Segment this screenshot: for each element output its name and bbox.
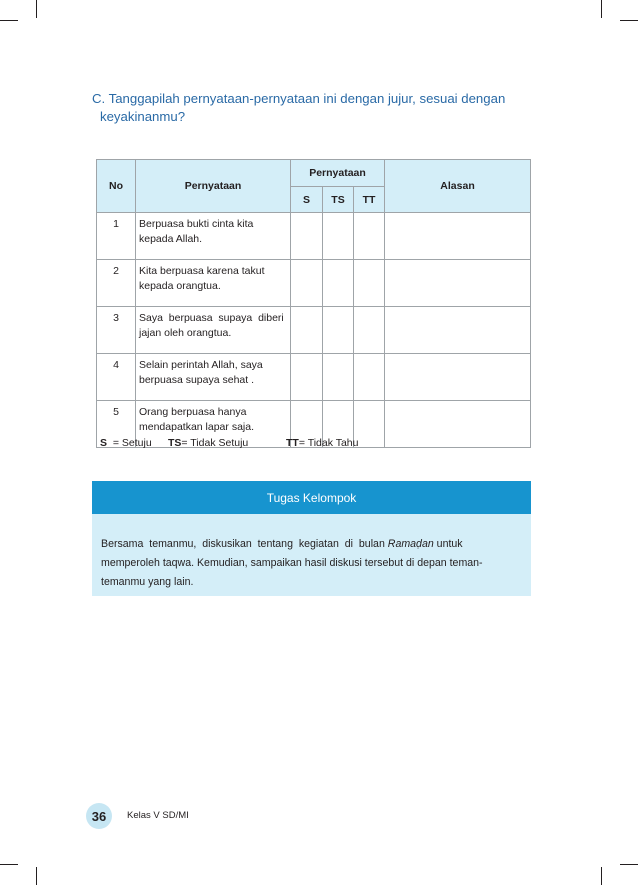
answer-cell-ts[interactable] (323, 260, 354, 307)
header-pernyataan-group: Pernyataan (291, 160, 385, 187)
row-number: 4 (97, 354, 136, 401)
row-number: 1 (97, 213, 136, 260)
statement-line: mendapatkan lapar saja. (139, 421, 254, 433)
row-number: 3 (97, 307, 136, 354)
crop-mark (620, 20, 638, 21)
legend-ts-text: = Tidak Setuju (181, 437, 249, 449)
book-label: Kelas V SD/MI (127, 810, 189, 821)
statement-line: berpuasa supaya sehat . (139, 374, 254, 386)
answer-cell-s[interactable] (291, 213, 323, 260)
reason-cell[interactable] (385, 307, 531, 354)
answer-cell-s[interactable] (291, 260, 323, 307)
section-heading-line1: C. Tanggapilah pernyataan-pernyataan ini dengan jujur, sesuai dengan (92, 91, 506, 106)
legend-ts-key: TS (168, 437, 182, 449)
statement-line: kepada orangtua. (139, 280, 221, 292)
legend-s-key: S (100, 437, 108, 449)
legend-s (100, 437, 152, 449)
row-number: 2 (97, 260, 136, 307)
crop-mark (601, 0, 602, 18)
row-number: 5 (97, 401, 136, 448)
task-line1-post: untuk (433, 538, 463, 550)
legend-tt-text: = Tidak Tahu (298, 437, 359, 449)
statement-line: Saya berpuasa supaya diberi (139, 312, 284, 324)
header-tt: TT (354, 187, 385, 213)
task-body (92, 514, 531, 596)
statement-line: jajan oleh orangtua. (139, 327, 232, 339)
crop-mark (620, 864, 638, 865)
reason-cell[interactable] (385, 260, 531, 307)
answer-cell-tt[interactable] (354, 213, 385, 260)
task-line1-pre: Bersama temanmu, diskusikan tentang kegiatan di bulan (101, 538, 388, 550)
reason-cell[interactable] (385, 354, 531, 401)
answer-cell-s[interactable] (291, 307, 323, 354)
task-line3: temanmu yang lain. (101, 576, 194, 588)
row-statement (136, 213, 291, 260)
reason-cell[interactable] (385, 213, 531, 260)
section-heading-line2: keyakinanmu? (100, 109, 186, 124)
row-statement (136, 354, 291, 401)
header-no: No (97, 160, 136, 213)
answer-cell-tt[interactable] (354, 354, 385, 401)
header-ts: TS (323, 187, 354, 213)
answer-cell-tt[interactable] (354, 260, 385, 307)
legend-ts (168, 437, 248, 449)
statement-line: Orang berpuasa hanya (139, 406, 247, 418)
table-row (97, 213, 531, 260)
answer-cell-ts[interactable] (323, 307, 354, 354)
reason-cell[interactable] (385, 401, 531, 448)
header-pernyataan: Pernyataan (136, 160, 291, 213)
table-row (97, 354, 531, 401)
statement-line: Selain perintah Allah, saya (139, 359, 263, 371)
header-alasan: Alasan (385, 160, 531, 213)
legend-tt-key: TT (286, 437, 299, 449)
crop-mark (0, 20, 18, 21)
answer-cell-ts[interactable] (323, 213, 354, 260)
answer-cell-ts[interactable] (323, 354, 354, 401)
table-row (97, 307, 531, 354)
row-statement (136, 260, 291, 307)
header-s: S (291, 187, 323, 213)
crop-mark (36, 0, 37, 18)
task-line2: memperoleh taqwa. Kemudian, sampaikan hasil diskusi tersebut di depan teman- (101, 557, 483, 569)
legend-tt (286, 437, 358, 449)
crop-mark (36, 867, 37, 885)
crop-mark (601, 867, 602, 885)
task-line1-italic: Ramaḍan (387, 538, 434, 550)
answer-cell-tt[interactable] (354, 307, 385, 354)
table-row (97, 260, 531, 307)
legend-s-text: = Setuju (112, 437, 152, 449)
statement-table (96, 159, 531, 448)
statement-line: kepada Allah. (139, 233, 203, 245)
page-number: 36 (86, 803, 112, 829)
row-statement (136, 307, 291, 354)
statement-line: Kita berpuasa karena takut (139, 265, 265, 277)
answer-cell-s[interactable] (291, 354, 323, 401)
task-title: Tugas Kelompok (92, 481, 531, 514)
statement-line: Berpuasa bukti cinta kita (139, 218, 254, 230)
section-heading (92, 90, 532, 126)
crop-mark (0, 864, 18, 865)
